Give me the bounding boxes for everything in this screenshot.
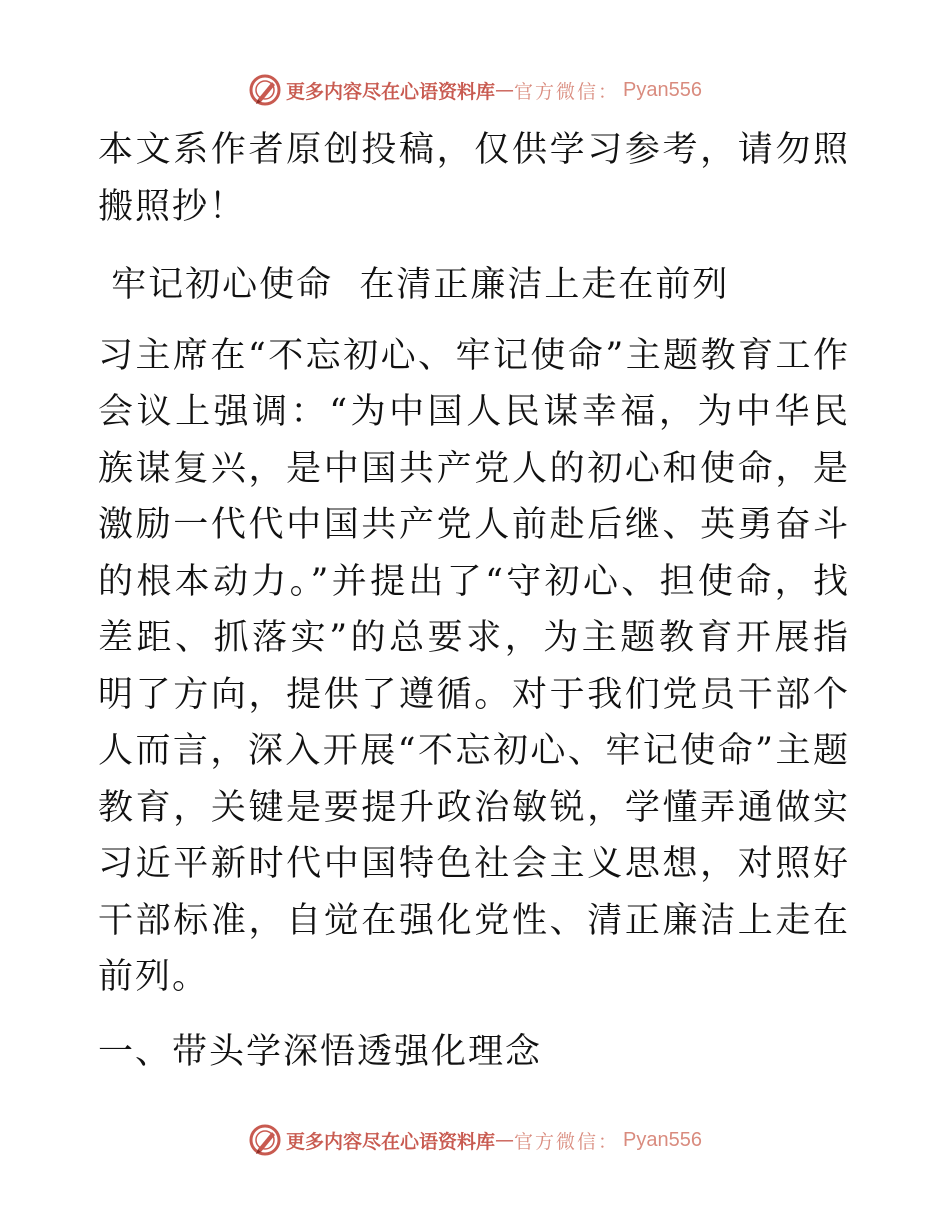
top-watermark-banner	[0, 70, 950, 110]
watermark-separator: —	[495, 79, 515, 101]
watermark-wechat-id: Pyan556	[623, 78, 702, 101]
watermark-group	[248, 1123, 702, 1157]
watermark-wechat-id: Pyan556	[623, 1128, 702, 1151]
watermark-group	[248, 73, 702, 107]
watermark-separator: —	[495, 1129, 515, 1151]
watermark-wechat-label: 官方微信：	[514, 80, 620, 103]
watermark-main-text: 更多内容尽在心语资料库	[286, 1130, 496, 1153]
body-paragraph: 习主席在“不忘初心、牢记使命”主题教育工作会议上强调：“为中国人民谋幸福，为中华民族谋复兴，是中国共产党人的初心和使命，是激励一代代中国共产党人前赴后继、英勇奋斗的根本动力。”并提出了“守初心、担使命，找差距、抓落实”的总要求，为主题教育开展指明了方向，提供了遵循。对于我们党员干部个人而言，深入开展“不忘初心、牢记使命”主题教育，关键是要提升政治敏锐，学懂弄通做实习近平新时代中国特色社会主义思想，对照好干部标准，自觉在强化党性、清正廉洁上走在前列。	[98, 335, 850, 997]
section-heading: 一、带头学深悟透强化理念	[98, 1031, 543, 1072]
bottom-watermark-banner	[0, 1120, 950, 1160]
author-notice: 本文系作者原创投稿，仅供学习参考，请勿照搬照抄！	[98, 130, 850, 227]
document-body	[98, 120, 850, 1080]
article-title: 牢记初心使命 在清正廉洁上走在前列	[98, 265, 730, 305]
pen-logo-icon	[248, 73, 282, 107]
pen-logo-icon	[248, 1123, 282, 1157]
watermark-main-text: 更多内容尽在心语资料库	[286, 80, 496, 103]
watermark-wechat-label: 官方微信：	[514, 1130, 620, 1153]
